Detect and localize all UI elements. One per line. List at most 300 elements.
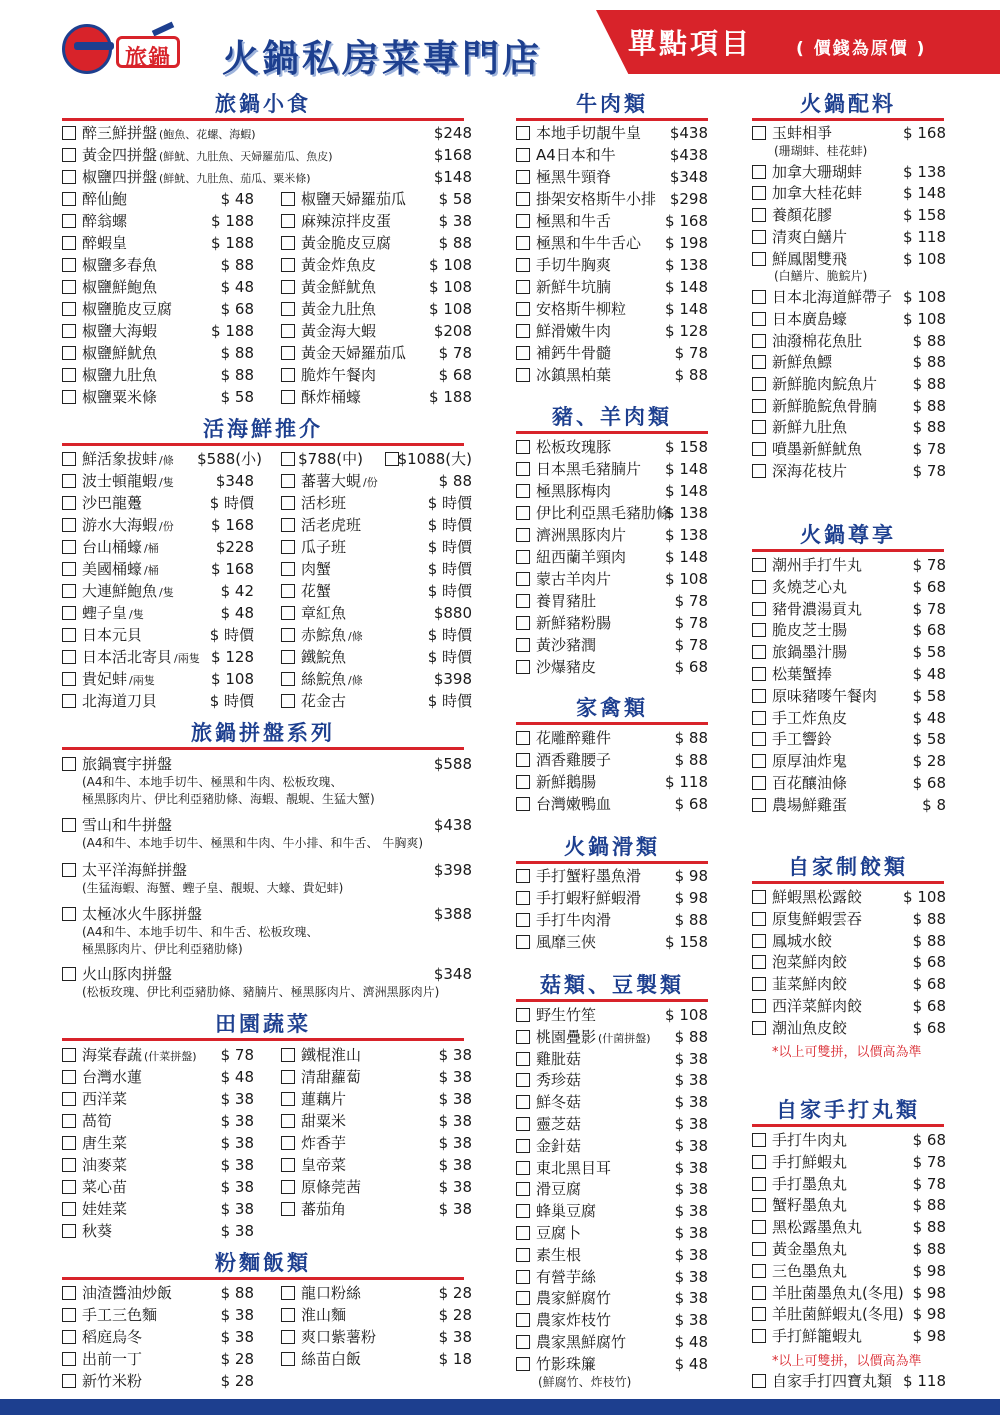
item-price: $ 108 [903,888,946,906]
item-checkbox[interactable] [752,334,766,348]
item-checkbox[interactable] [62,1070,76,1084]
platter-description: (A4和牛、本地手切牛、極黑和牛肉、牛小排、和牛舌、 牛胸爽) [82,836,424,850]
item-checkbox[interactable] [516,869,530,883]
item-checkbox[interactable] [516,236,530,250]
item-price: $ 168 [211,516,254,534]
item-checkbox[interactable] [281,302,295,316]
item-price: $ 38 [438,1156,472,1174]
item-subtitle: /份 [159,520,174,533]
item-checkbox[interactable] [752,420,766,434]
item-price: $ 138 [665,256,708,274]
item-name: 潮州手打牛丸 [772,556,863,574]
item-checkbox[interactable] [281,452,295,466]
platter-description: (松板玫瑰、伊比利亞豬肋條、豬腩片、極黑豚肉片、濟洲黑豚肉片) [82,985,440,999]
item-name: 炸香芋 [301,1134,347,1152]
item-checkbox[interactable] [516,462,530,476]
item-price: $ 38 [438,212,472,230]
item-checkbox[interactable] [281,236,295,250]
item-checkbox[interactable] [752,776,766,790]
item-name: 手打鮮籠蝦丸 [772,1327,863,1346]
item-checkbox[interactable] [62,628,76,642]
item-checkbox[interactable] [516,1052,530,1066]
item-checkbox[interactable] [62,863,76,877]
item-checkbox[interactable] [752,1021,766,1035]
item-checkbox[interactable] [752,558,766,572]
item-price: $ 48 [220,1068,254,1086]
item-checkbox[interactable] [516,550,530,564]
item-checkbox[interactable] [516,1291,530,1305]
item-name: 酒香雞腰子 [536,751,612,769]
item-price: $248 [433,124,472,142]
item-checkbox[interactable] [516,1182,530,1196]
dumpling-note: *以上可雙拼，以價高為準 [772,1045,922,1060]
item-checkbox[interactable] [281,1286,295,1300]
item-checkbox[interactable] [752,798,766,812]
item-name: 有營芋絲 [536,1267,597,1286]
item-price: $148 [433,168,472,186]
item-price: $1088(大) [397,450,472,468]
item-name: 原味豬嘜午餐肉 [772,686,878,705]
item-checkbox[interactable] [281,1092,295,1106]
item-checkbox[interactable] [752,1133,766,1147]
item-price: $880 [433,604,472,622]
item-price: $ 148 [665,460,708,478]
section-title-meatballs: 自家手打丸類 [752,1094,944,1124]
item-checkbox[interactable] [62,1224,76,1238]
item-name: 新鮮脆鯇魚骨腩 [772,396,878,415]
item-checkbox[interactable] [752,1374,766,1388]
item-checkbox[interactable] [752,602,766,616]
item-checkbox[interactable] [62,192,76,206]
item-checkbox[interactable] [281,694,295,708]
item-checkbox[interactable] [516,484,530,498]
item-checkbox[interactable] [516,1161,530,1175]
item-name: 新鮮豬粉腸 [536,614,612,632]
item-checkbox[interactable] [281,214,295,228]
item-checkbox[interactable] [516,258,530,272]
item-checkbox[interactable] [62,584,76,598]
item-checkbox[interactable] [752,732,766,746]
item-checkbox[interactable] [62,540,76,554]
item-checkbox[interactable] [62,606,76,620]
item-price: $ 138 [665,504,708,522]
item-name: 台灣嫩鴨血 [536,795,612,813]
item-checkbox[interactable] [752,165,766,179]
item-price: $ 38 [220,1178,254,1196]
section-title-platters: 旅鍋拼盤系列 [62,717,464,747]
item-name: 三色墨魚丸 [772,1261,848,1280]
item-price: $ 時價 [209,494,254,512]
item-price: $208 [433,322,472,340]
item-checkbox[interactable] [752,442,766,456]
item-checkbox[interactable] [752,208,766,222]
item-price: $ 時價 [427,494,472,512]
item-price: $788(中) [298,450,363,468]
item-checkbox[interactable] [516,775,530,789]
item-checkbox[interactable] [752,1329,766,1343]
item-price: $ 時價 [427,648,472,666]
item-checkbox[interactable] [516,1030,530,1044]
item-checkbox[interactable] [752,377,766,391]
item-checkbox[interactable] [62,518,76,532]
item-price: $ 108 [211,670,254,688]
item-checkbox[interactable] [516,440,530,454]
item-price: $ 98 [912,1283,946,1302]
item-price: $ 88 [220,344,254,362]
item-checkbox[interactable] [516,660,530,674]
item-checkbox[interactable] [752,890,766,904]
item-name: 新竹米粉 [82,1372,143,1390]
item-checkbox[interactable] [752,126,766,140]
item-checkbox[interactable] [752,934,766,948]
item-subtitle: (什菌拼盤) [598,1031,651,1045]
item-price: $ 88 [674,911,708,929]
item-checkbox[interactable] [281,1114,295,1128]
item-checkbox[interactable] [62,214,76,228]
item-name: 旅鍋寰宇拼盤 [82,755,173,773]
brand-logo [62,20,197,80]
item-checkbox[interactable] [516,528,530,542]
item-checkbox[interactable] [752,1264,766,1278]
item-checkbox[interactable] [62,1136,76,1150]
item-checkbox[interactable] [62,1092,76,1106]
item-checkbox[interactable] [752,399,766,413]
item-checkbox[interactable] [281,584,295,598]
item-checkbox[interactable] [516,1095,530,1109]
item-subtitle: /條 [348,630,363,643]
item-checkbox[interactable] [516,506,530,520]
item-checkbox[interactable] [752,1307,766,1321]
item-checkbox[interactable] [281,368,295,382]
item-checkbox[interactable] [516,214,530,228]
section-title-vegetables: 田園蔬菜 [62,1008,464,1038]
item-price: $ 28 [220,1372,254,1390]
item-price: $ 68 [912,774,946,792]
item-checkbox[interactable] [62,236,76,250]
item-checkbox[interactable] [281,496,295,510]
item-checkbox[interactable] [752,1286,766,1300]
item-price: $ 78 [674,636,708,654]
item-checkbox[interactable] [281,540,295,554]
item-checkbox[interactable] [62,757,76,771]
item-checkbox[interactable] [516,1226,530,1240]
item-price: $ 28 [912,752,946,771]
item-checkbox[interactable] [62,694,76,708]
item-name: 泡菜鮮肉餃 [772,953,848,972]
item-checkbox[interactable] [752,464,766,478]
item-checkbox[interactable] [516,753,530,767]
item-checkbox[interactable] [281,280,295,294]
item-checkbox[interactable] [62,1180,76,1194]
item-checkbox[interactable] [281,324,295,338]
item-checkbox[interactable] [516,148,530,162]
item-checkbox[interactable] [62,1308,76,1322]
item-checkbox[interactable] [516,1248,530,1262]
item-price: $ 98 [674,867,708,885]
item-price: $ 138 [665,526,708,544]
item-price: $ 38 [438,1134,472,1152]
item-checkbox[interactable] [62,280,76,294]
item-checkbox[interactable] [516,170,530,184]
item-checkbox[interactable] [281,390,295,404]
item-name: 黃金鮮魷魚 [301,278,377,296]
item-checkbox[interactable] [281,650,295,664]
item-checkbox[interactable] [516,1204,530,1218]
item-checkbox[interactable] [62,368,76,382]
item-checkbox[interactable] [752,711,766,725]
item-name: 自家手打四寶丸類 [772,1372,893,1390]
item-checkbox[interactable] [752,1177,766,1191]
item-checkbox[interactable] [281,1308,295,1322]
item-price: $ 98 [912,1305,946,1324]
item-price: $ 88 [438,234,472,252]
logo-text: 旅鍋 [116,36,180,68]
item-price: $348 [433,965,472,983]
item-checkbox[interactable] [516,572,530,586]
item-checkbox[interactable] [62,1202,76,1216]
item-price: $ 38 [220,1090,254,1108]
item-checkbox[interactable] [752,1220,766,1234]
item-checkbox[interactable] [516,1357,530,1371]
meatball-note: *以上可雙拼，以價高為準 [772,1354,922,1369]
item-price: $ 108 [903,249,946,268]
item-checkbox[interactable] [62,496,76,510]
item-checkbox[interactable] [62,1048,76,1062]
item-name: 日本黑毛豬腩片 [536,460,642,478]
item-name: 伊比利亞黑毛豬肋條 [536,504,672,522]
item-checkbox[interactable] [281,1352,295,1366]
item-name: 雞肶菇 [536,1049,582,1068]
item-checkbox[interactable] [752,977,766,991]
item-name: 海棠春蔬 [82,1046,143,1064]
item-checkbox[interactable] [62,967,76,981]
item-name: 野生竹笙 [536,1006,597,1024]
item-name: 西洋菜鮮肉餃 [772,997,863,1015]
item-name: 手打蝦籽鮮蝦滑 [536,889,642,907]
item-checkbox[interactable] [62,452,76,466]
item-price: $ 88 [220,256,254,274]
item-checkbox[interactable] [516,616,530,630]
item-checkbox[interactable] [752,955,766,969]
item-price: $ 38 [438,1046,472,1064]
item-checkbox[interactable] [752,999,766,1013]
item-name: 秋葵 [82,1222,113,1240]
item-checkbox[interactable] [752,355,766,369]
item-price: $ 108 [429,278,472,296]
item-checkbox[interactable] [62,1352,76,1366]
item-checkbox[interactable] [516,192,530,206]
item-name: 赤鯮魚 [301,626,347,644]
item-name: 蟶子皇 [82,604,128,622]
item-name: 沙爆豬皮 [536,658,597,676]
item-checkbox[interactable] [516,302,530,316]
item-name: 瓜子班 [301,538,347,556]
item-name: 麻辣涼拌皮蛋 [301,212,392,230]
item-price: $ 38 [674,1136,708,1155]
item-price: $ 時價 [427,626,472,644]
item-price: $ 38 [674,1289,708,1308]
item-checkbox[interactable] [281,606,295,620]
item-checkbox[interactable] [752,1198,766,1212]
item-checkbox[interactable] [752,689,766,703]
plane-icon [74,42,114,50]
item-checkbox[interactable] [752,290,766,304]
item-checkbox[interactable] [62,650,76,664]
item-subtitle: (鮮魷、九肚魚、天婦羅茄瓜、魚皮) [159,150,333,163]
item-name: 百花釀油條 [772,774,848,792]
item-name: 手切牛胸爽 [536,256,612,274]
item-subtitle: (鮑魚、花螺、海蝦) [159,128,256,141]
item-name: 極黑和牛牛舌心 [536,234,642,252]
item-checkbox[interactable] [516,1139,530,1153]
item-checkbox[interactable] [62,1158,76,1172]
item-name: 鮮活象拔蚌 [82,450,158,468]
item-checkbox[interactable] [281,474,295,488]
item-name: 豬骨濃湯貢丸 [772,599,863,618]
item-checkbox[interactable] [281,1180,295,1194]
item-checkbox[interactable] [516,797,530,811]
item-name: 雪山和牛拼盤 [82,816,173,834]
item-price: $398 [433,861,472,879]
item-checkbox[interactable] [281,1136,295,1150]
item-checkbox[interactable] [62,562,76,576]
item-price: $ 48 [674,1333,708,1351]
item-checkbox[interactable] [62,1286,76,1300]
item-name: 風靡三俠 [536,933,597,951]
item-checkbox[interactable] [281,672,295,686]
item-checkbox[interactable] [752,623,766,637]
item-name: 油麥菜 [82,1156,128,1174]
item-name: 手打鮮蝦丸 [772,1152,848,1171]
item-price: $388 [433,905,472,923]
item-checkbox[interactable] [752,754,766,768]
item-checkbox[interactable] [281,1070,295,1084]
item-checkbox[interactable] [281,628,295,642]
item-checkbox[interactable] [62,258,76,272]
item-checkbox[interactable] [516,346,530,360]
item-price: $ 68 [674,658,708,676]
item-checkbox[interactable] [516,1073,530,1087]
item-checkbox[interactable] [752,667,766,681]
item-checkbox[interactable] [516,891,530,905]
item-price: $ 158 [903,206,946,225]
item-checkbox[interactable] [516,1335,530,1349]
item-checkbox[interactable] [62,390,76,404]
item-name: 出前一丁 [82,1350,143,1368]
item-checkbox[interactable] [752,252,766,266]
item-price: $438 [669,146,708,164]
item-checkbox[interactable] [281,562,295,576]
item-checkbox[interactable] [281,1202,295,1216]
item-name: 淮山麵 [301,1306,347,1324]
item-checkbox[interactable] [62,474,76,488]
item-price: $ 8 [922,795,946,814]
item-subtitle: /條 [159,454,174,467]
item-name: 本地手切靚牛皇 [536,124,642,142]
item-checkbox[interactable] [62,672,76,686]
item-checkbox[interactable] [516,594,530,608]
item-checkbox[interactable] [516,324,530,338]
item-checkbox[interactable] [62,126,76,140]
item-checkbox[interactable] [752,312,766,326]
item-price: $ 38 [438,1068,472,1086]
item-checkbox[interactable] [62,324,76,338]
item-price: $ 188 [211,234,254,252]
item-checkbox[interactable] [752,645,766,659]
item-checkbox[interactable] [281,1158,295,1172]
item-price: $ 38 [674,1115,708,1133]
item-checkbox[interactable] [62,818,76,832]
item-name: 太平洋海鮮拼盤 [82,861,188,879]
item-name: 原厚油炸鬼 [772,752,848,771]
item-checkbox[interactable] [516,1008,530,1022]
item-name: 火山豚肉拼盤 [82,965,173,983]
item-checkbox[interactable] [752,912,766,926]
item-checkbox[interactable] [752,580,766,594]
item-price: $ 38 [674,1093,708,1112]
item-name: 黃沙豬潤 [536,636,597,654]
item-checkbox[interactable] [62,907,76,921]
item-checkbox[interactable] [281,192,295,206]
item-price: $ 118 [903,1372,946,1390]
item-checkbox[interactable] [62,1330,76,1344]
item-checkbox[interactable] [62,1114,76,1128]
item-price: $ 188 [211,322,254,340]
item-checkbox[interactable] [516,935,530,949]
item-checkbox[interactable] [62,302,76,316]
item-checkbox[interactable] [516,638,530,652]
item-checkbox[interactable] [62,148,76,162]
item-checkbox[interactable] [62,170,76,184]
item-name: 滑豆腐 [536,1180,582,1199]
item-checkbox[interactable] [281,518,295,532]
item-checkbox[interactable] [516,126,530,140]
item-checkbox[interactable] [516,368,530,382]
item-checkbox[interactable] [752,230,766,244]
item-checkbox[interactable] [516,913,530,927]
item-checkbox[interactable] [281,1048,295,1062]
item-name: 加拿大桂花蚌 [772,184,863,203]
item-price: $ 128 [211,648,254,666]
item-checkbox[interactable] [281,258,295,272]
item-price: $ 68 [912,997,946,1015]
item-checkbox[interactable] [516,1117,530,1131]
item-checkbox[interactable] [752,1155,766,1169]
item-price: $ 108 [429,256,472,274]
item-checkbox[interactable] [281,1330,295,1344]
item-name: 肉蟹 [301,560,332,578]
item-checkbox[interactable] [516,1270,530,1284]
item-price: $ 38 [438,1328,472,1346]
item-checkbox[interactable] [62,346,76,360]
item-price: $ 48 [220,604,254,622]
item-name: 萵筍 [82,1112,113,1130]
item-checkbox[interactable] [281,346,295,360]
section-title-mushroom-tofu: 菇類、豆製類 [516,969,708,999]
item-checkbox[interactable] [516,731,530,745]
item-name: 玉蚌相爭 [772,124,833,142]
item-name: 章紅魚 [301,604,347,622]
item-price: $ 38 [220,1328,254,1346]
item-checkbox[interactable] [516,1313,530,1327]
item-checkbox[interactable] [516,280,530,294]
item-price: $ 58 [912,730,946,749]
item-checkbox[interactable] [752,186,766,200]
item-price: $ 108 [429,300,472,318]
item-checkbox[interactable] [752,1242,766,1256]
item-name: 安格斯牛柳粒 [536,300,627,318]
item-checkbox[interactable] [62,1374,76,1388]
